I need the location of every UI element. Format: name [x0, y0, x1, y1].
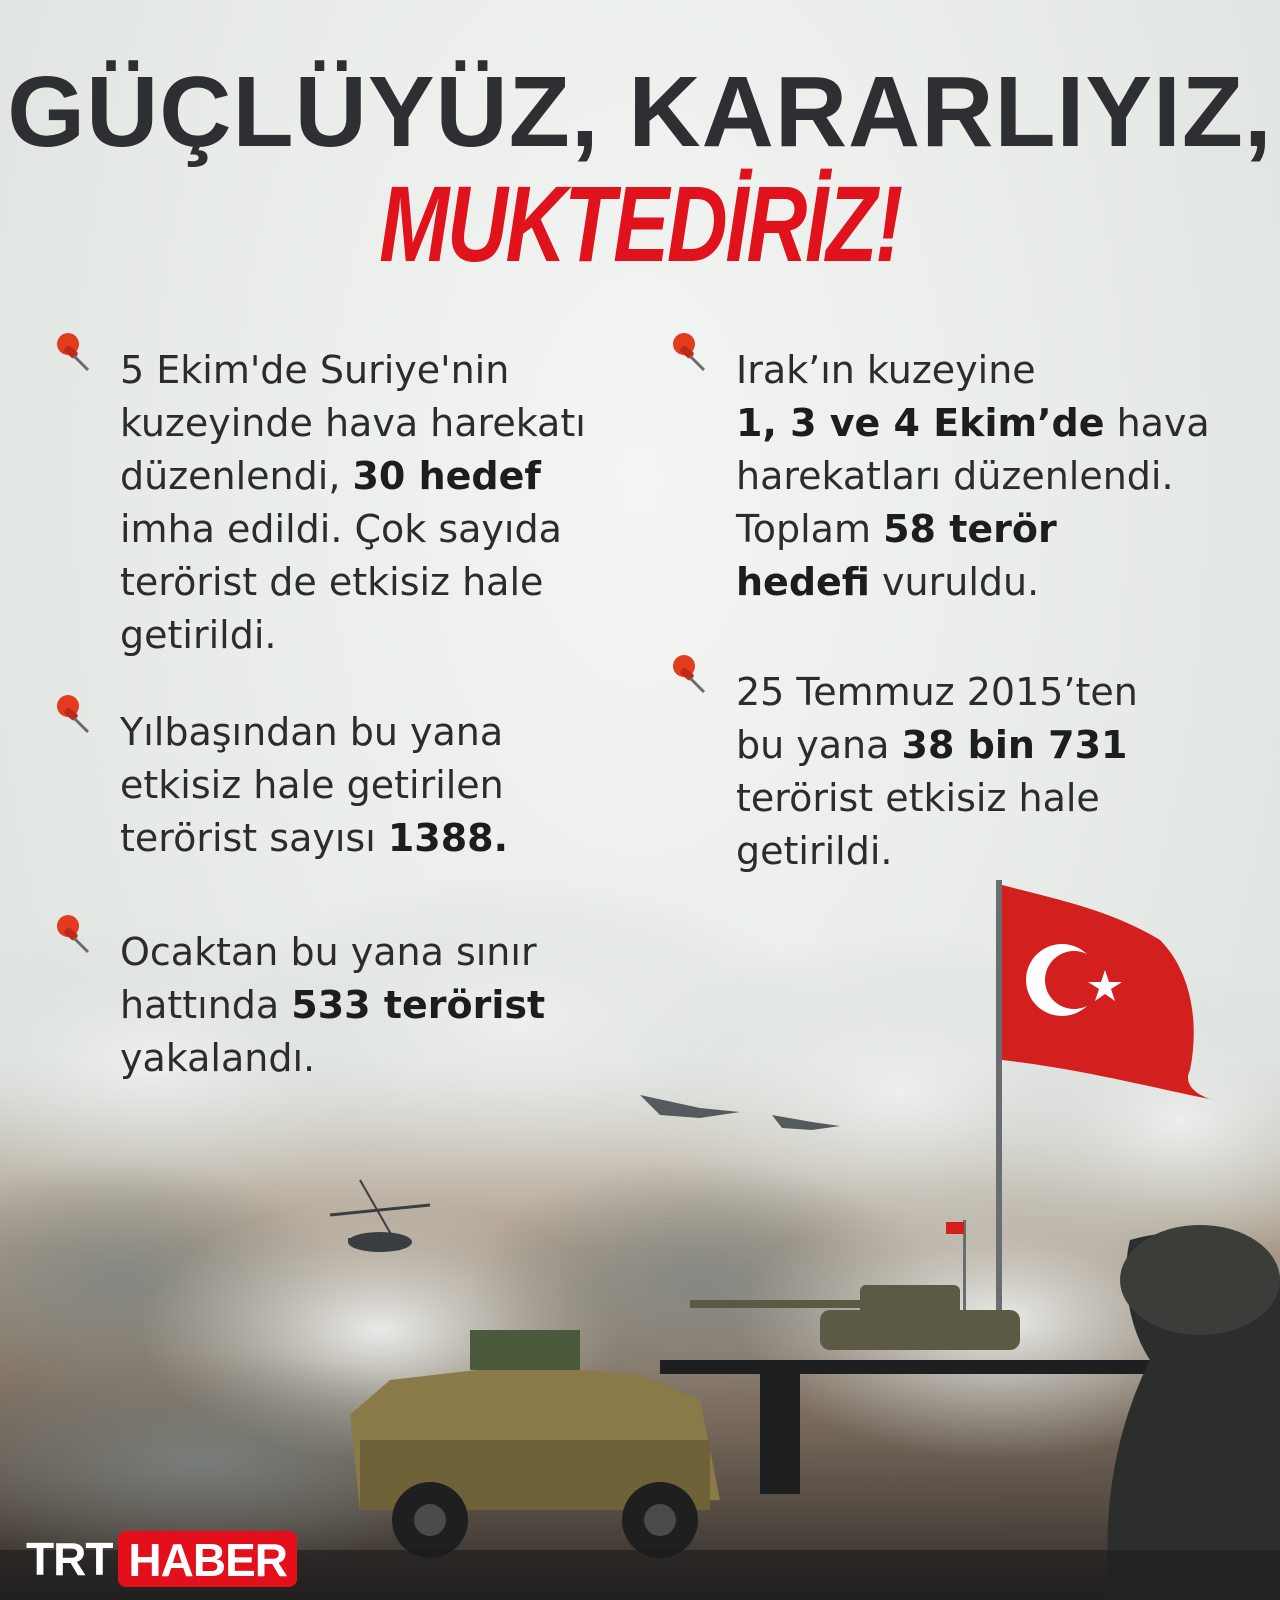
- bullet-text: [120, 926, 545, 1085]
- line: terörist etkisiz hale: [736, 776, 1100, 820]
- pushpin-icon: [668, 330, 712, 378]
- line: terörist sayısı 1388.: [120, 816, 509, 860]
- line: harekatları düzenlendi.: [736, 454, 1174, 498]
- line: 5 Ekim'de Suriye'nin: [120, 348, 510, 392]
- trt-haber-logo: [26, 1530, 297, 1588]
- highlight: 533 terörist: [291, 983, 546, 1027]
- bullet-text: [736, 344, 1210, 609]
- logo-haber: HABER: [118, 1531, 297, 1587]
- highlight: 30 hedef: [352, 454, 541, 498]
- line: Ocaktan bu yana sınır: [120, 930, 537, 974]
- line: Irak’ın kuzeyine: [736, 348, 1036, 392]
- logo-trt: TRT: [26, 1533, 113, 1585]
- pushpin-icon: [52, 692, 96, 740]
- line: bu yana 38 bin 731: [736, 723, 1128, 767]
- headline-line-2: MUKTEDİRİZ!: [379, 163, 901, 284]
- line: 25 Temmuz 2015’ten: [736, 670, 1138, 714]
- bullet-text: [120, 344, 586, 662]
- line: 1, 3 ve 4 Ekim’de hava: [736, 401, 1210, 445]
- line: getirildi.: [120, 613, 277, 657]
- bullet-text: [120, 706, 508, 865]
- line: etkisiz hale getirilen: [120, 763, 504, 807]
- line: hattında 533 terörist: [120, 983, 546, 1027]
- line: Toplam 58 terör: [736, 507, 1057, 551]
- line: getirildi.: [736, 829, 893, 873]
- line: kuzeyinde hava harekatı: [120, 401, 586, 445]
- line: Yılbaşından bu yana: [120, 710, 504, 754]
- highlight: 38 bin 731: [901, 723, 1128, 767]
- highlight: hedefi: [736, 560, 870, 604]
- highlight: 1388.: [387, 816, 509, 860]
- pushpin-icon: [52, 912, 96, 960]
- line: terörist de etkisiz hale: [120, 560, 544, 604]
- line: imha edildi. Çok sayıda: [120, 507, 562, 551]
- line: yakalandı.: [120, 1036, 316, 1080]
- line: hedefi vuruldu.: [736, 560, 1040, 604]
- line: düzenlendi, 30 hedef: [120, 454, 541, 498]
- headline-line-1: GÜÇLÜYÜZ, KARARLIYIZ,: [7, 56, 1273, 168]
- pushpin-icon: [668, 652, 712, 700]
- bullet-text: [736, 666, 1138, 878]
- highlight: 1, 3 ve 4 Ekim’de: [736, 401, 1105, 445]
- pushpin-icon: [52, 330, 96, 378]
- highlight: 58 terör: [883, 507, 1057, 551]
